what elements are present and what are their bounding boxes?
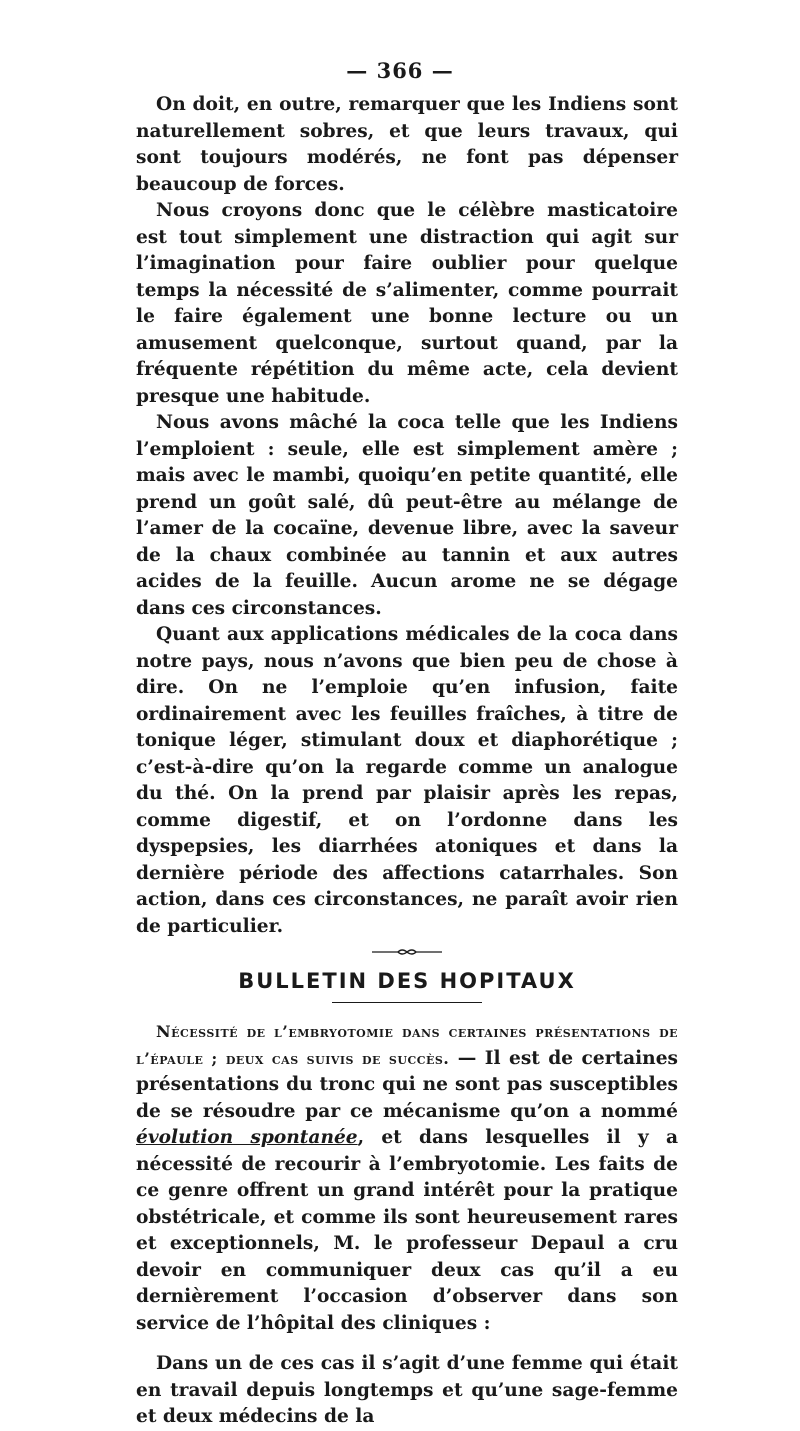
paragraph-tasting: Nous avons mâché la coca telle que les Indiens l’emploient : seule, elle est simplement amère ; mais avec le mambi, quoiqu’en petite quantité, elle prend un goût salé, dû peut-être au mélange de l’amer de la cocaïne, devenue libre, avec la saveur de la chaux combinée au tannin et aux autres acides de la feuille. Aucun arome ne se dégage dans ces circonstances. (136, 412, 678, 619)
article-text-after: , et dans lesquelles il y a nécessité de recourir à l’embryotomie. Les faits de ce genre offrent un grand intérêt pour la pratique obstétricale, et comme ils sont heureusement rares et exceptionnels, M. le professeur Depaul a cru devoir en communiquer deux cas qu’il a eu dernièrement l’occasion d’observer dans son service de l’hôpital des cliniques : (136, 1127, 678, 1334)
article-text-before: — Il est de certaines présentations du tronc qui ne sont pas susceptibles de se résoudre par ce mécanisme qu’on a nommé (136, 1047, 679, 1122)
section-title: BULLETIN DES HOPITAUX (238, 969, 576, 993)
section-title-rule (332, 1002, 482, 1003)
paragraph-sobriety: On doit, en outre, remarquer que les Indiens sont naturellement sobres, et que leurs travaux, qui sont toujours modérés, ne font pas dépenser beaucoup de forces. (136, 94, 678, 195)
ornament-icon (372, 947, 442, 957)
page-body (136, 92, 678, 1431)
page-number: — 366 — (346, 58, 454, 83)
paragraph-masticatory: Nous croyons donc que le célèbre masticatoire est tout simplement une distraction qui agit sur l’imagination pour faire oublier pour quelque temps la nécessité de s’alimenter, comme pourrait le faire également une bonne lecture ou un amusement quelconque, surtout quand, par la fréquente répétition du même acte, cela devient presque une habitude. (136, 200, 678, 407)
paragraph-case-one: Dans un de ces cas il s’agit d’une femme qui était en travail depuis longtemps et qu’une sage-femme et deux médecins de la (136, 1353, 678, 1427)
article-heading: Nécessité de l’embryotomie dans certaines présentations de l’épaule ; deux cas suivis de succès. (136, 1022, 678, 1068)
article-emphasis: évolution spontanée (136, 1127, 358, 1148)
article-paragraph (136, 1019, 678, 1337)
ornamental-rule (136, 946, 678, 958)
paragraph-medical-uses: Quant aux applications médicales de la coca dans notre pays, nous n’avons que bien peu de chose à dire. On ne l’emploie qu’en infusion, faite ordinairement avec les feuilles fraîches, à titre de tonique léger, stimulant doux et diaphorétique ; c’est-à-dire qu’on la regarde comme un analogue du thé. On la prend par plaisir après les repas, comme digestif, et on l’ordonne dans les dyspepsies, les diarrhées atoniques et dans la dernière période des affections catarrhales. Son action, dans ces circonstances, ne paraît avoir rien de particulier. (136, 624, 678, 937)
